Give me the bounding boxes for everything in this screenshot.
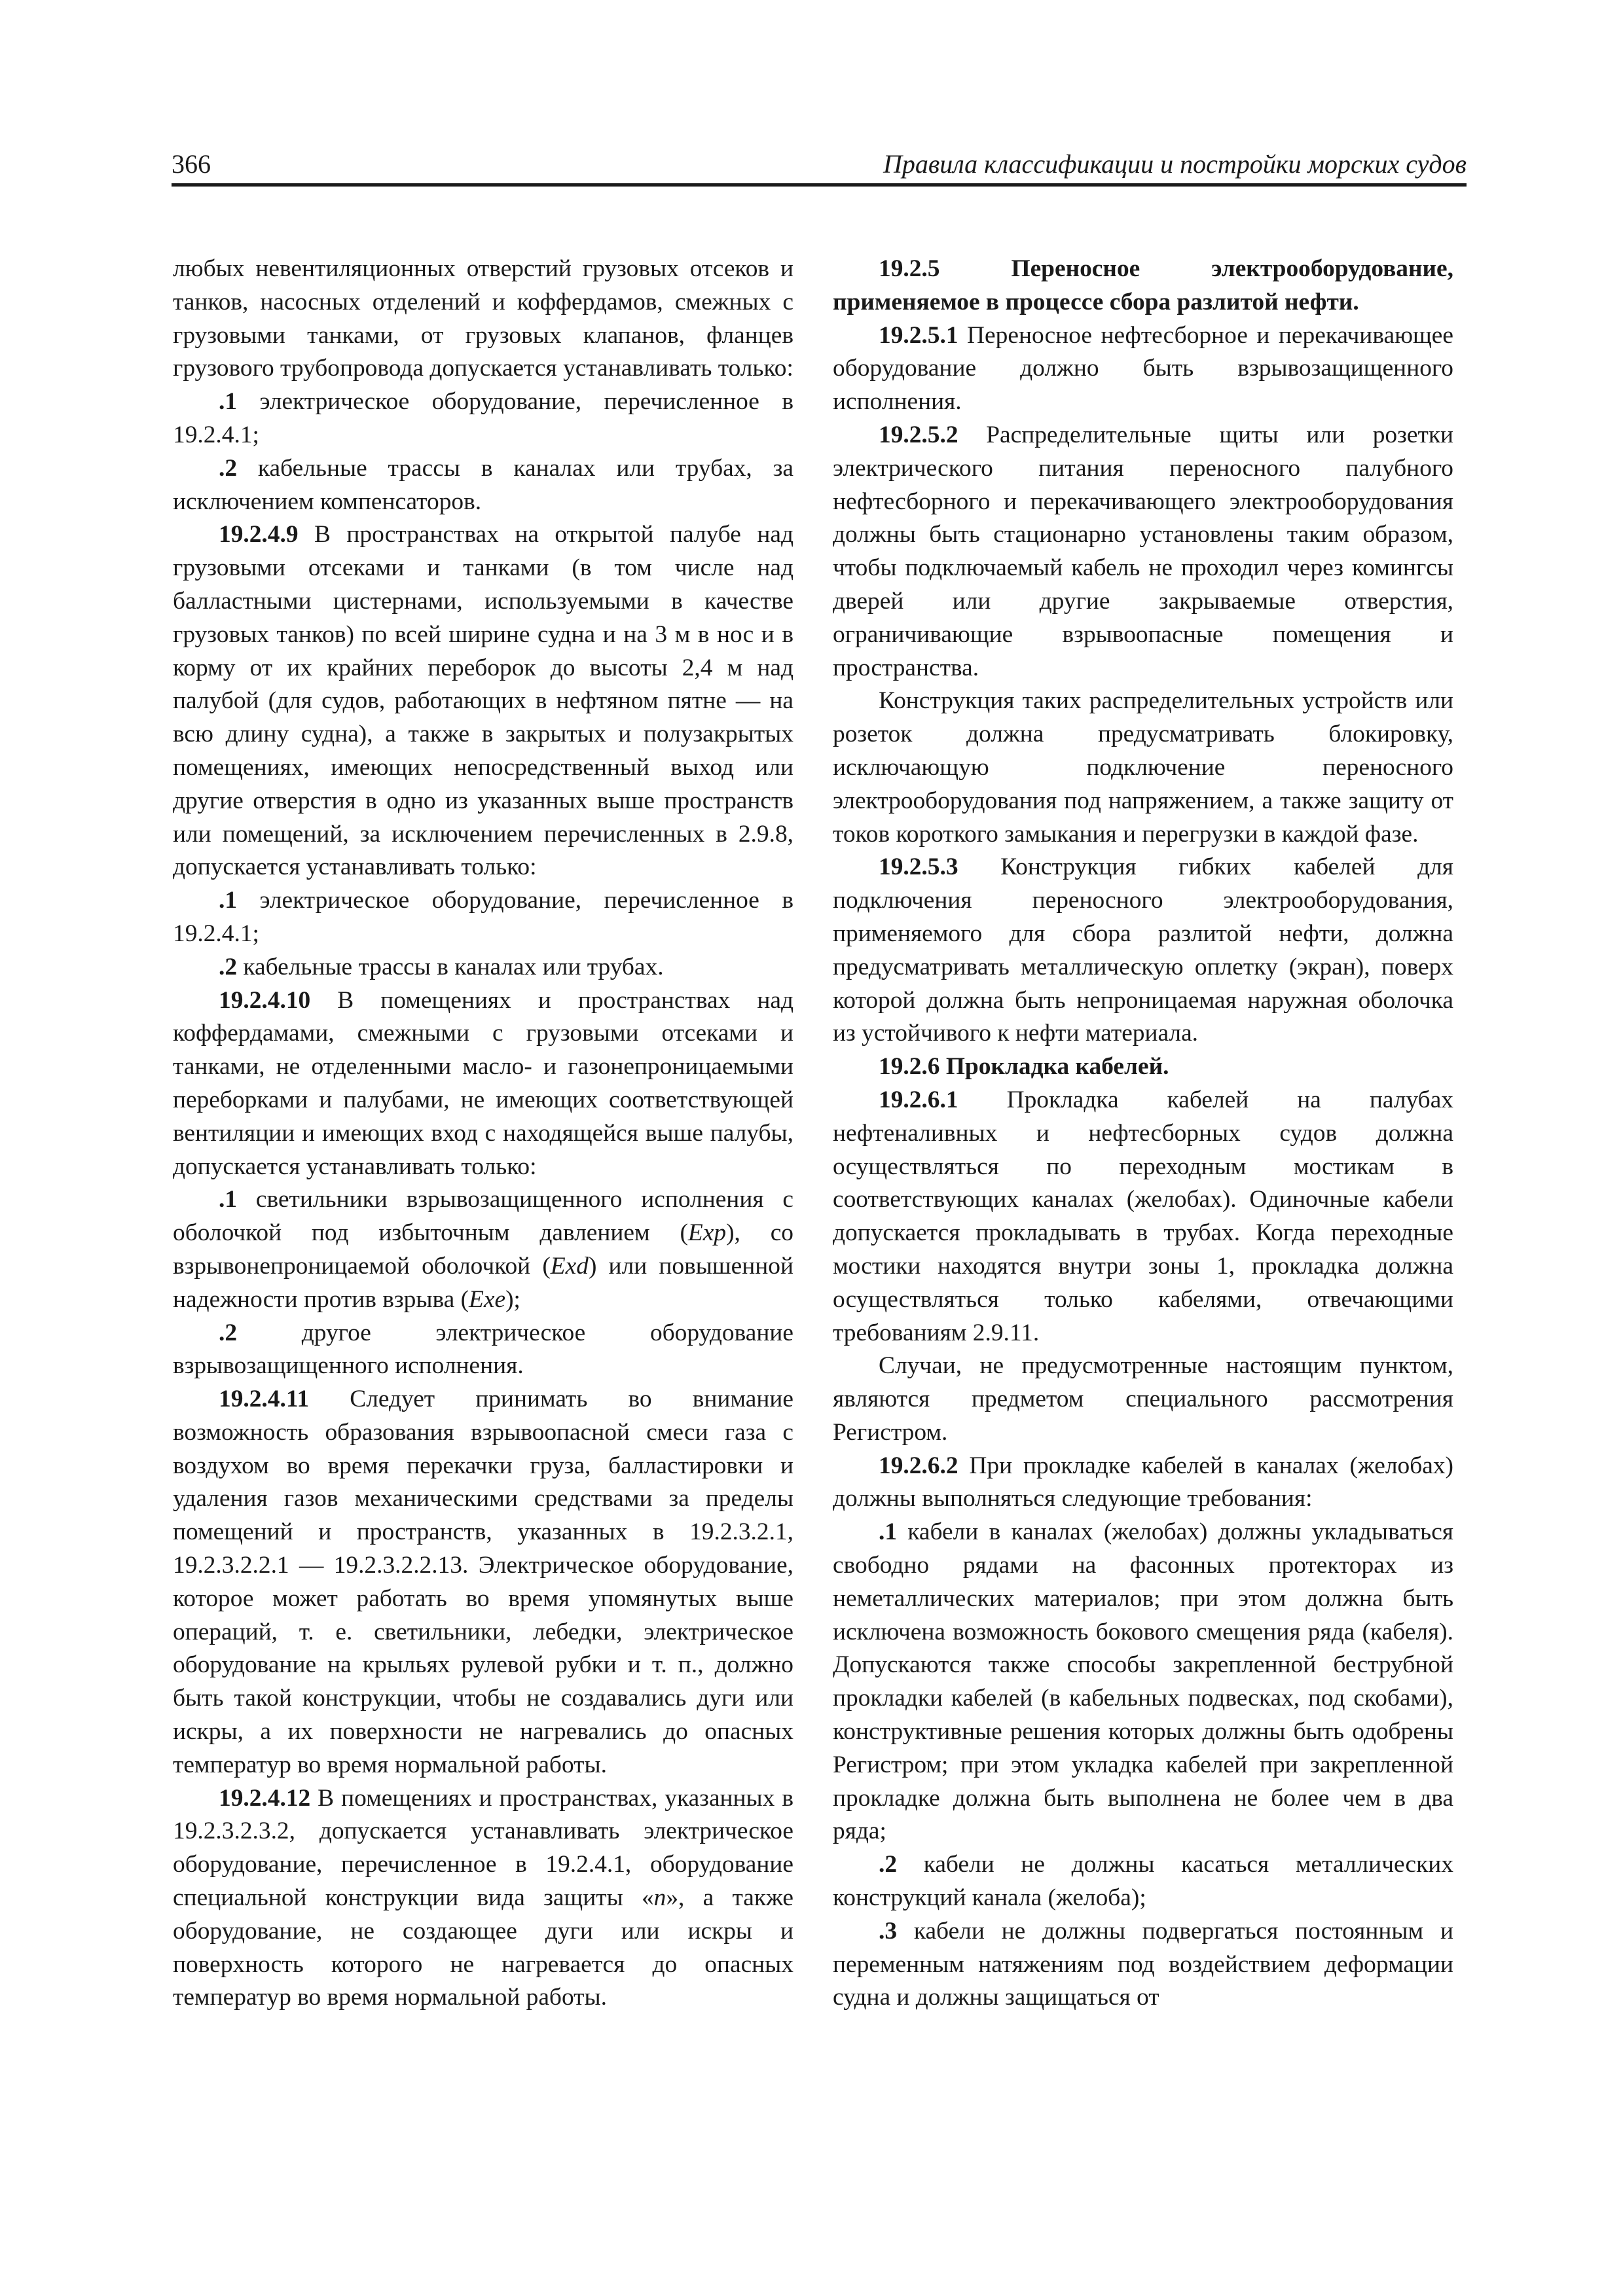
clause-19-2-5-3: 19.2.5.3 Конструкция гибких кабелей для подключения переносного электрооборудования, применяемого для сбора разлитой нефти, должна предусматривать металлическую оплетку (экран), поверх которой должна быть непроницаемая наружная оболочка из устойчивого к нефти материала. — [833, 853, 1453, 1047]
list-item: .2 кабельные трассы в каналах или трубах, за исключением компенсаторов. — [173, 454, 793, 515]
clause-19-2-6-1: 19.2.6.1 Прокладка кабелей на палубах нефтеналивных и нефтесборных судов должна осуществляться по переходным мостикам в соответствующих каналах (желобах). Одиночные кабели допускается прокладывать в трубах. Когда переходные мостики находятся внутри зоны 1, прокладка должна осуществляться только кабелями, отвечающими требованиям 2.9.11. — [833, 1086, 1453, 1346]
list-item: .1 кабели в каналах (желобах) должны укладываться свободно рядами на фасонных протекторах из неметаллических материалов; при этом должна быть исключена возможность бокового смещения ряда (кабеля). Допускаются также способы закрепленной беструбной прокладки кабелей (в кабельных подвесках, под скобами), конструктивные решения которых должны быть одобрены Регистром; при этом укладка кабелей при закрепленной прокладке должна быть выполнена не более чем в два ряда; — [833, 1518, 1453, 1845]
list-item: .2 кабельные трассы в каналах или трубах. — [219, 953, 664, 980]
clause-19-2-4-10: 19.2.4.10 В помещениях и пространствах над коффердамами, смежными с грузовыми отсеками и танками, не отделенными масло- и газонепроницаемыми переборками и палубами, не имеющих соответствующей вентиляции и имеющих вход с находящейся выше палубы, допускается устанавливать только: — [173, 986, 793, 1180]
paragraph: любых невентиляционных отверстий грузовых отсеков и танков, насосных отделений и коффердамов, смежных с грузовыми танками, от грузовых клапанов, фланцев грузового трубопровода допускается устанавливать только: — [173, 255, 793, 382]
list-item: .1 светильники взрывозащищенного исполнения с оболочкой под избыточным давлением (Exp), со взрывонепроницаемой оболочкой (Exd) или повышенной надежности против взрыва (Exe); — [173, 1186, 793, 1313]
clause-19-2-4-12: 19.2.4.12 В помещениях и пространствах, указанных в 19.2.3.2.3.2, допускается устанавливать электрическое оборудование, перечисленное в 19.2.4.1, оборудование специальной конструкции вида защиты «n», а также оборудование, не создающее дуги или искры и поверхность которого не нагревается до опасных температур во время нормальной работы. — [173, 1784, 793, 2011]
section-heading-19-2-5: 19.2.5 Переносное электрооборудование, применяемое в процессе сбора разлитой нефти. — [833, 255, 1453, 315]
clause-19-2-4-11: 19.2.4.11 Следует принимать во внимание возможность образования взрывоопасной смеси газа с воздухом во время перекачки груза, балластировки и удаления газов механическими средствами за пределы помещений и пространств, указанных в 19.2.3.2.1, 19.2.3.2.2.1 — 19.2.3.2.2.13. Электрическое оборудование, которое может работать во время упомянутых выше операций, т. е. светильники, лебедки, электрическое оборудование на крыльях рулевой рубки и т. п., должно быть такой конструкции, чтобы не создавались дуги или искры, а их поверхности не нагревались до опасных температур во время нормальной работы. — [173, 1386, 793, 1778]
page-number: 366 — [172, 149, 211, 179]
page-header — [172, 143, 1467, 187]
left-column — [173, 253, 793, 2015]
clause-19-2-6-2: 19.2.6.2 При прокладке кабелей в каналах (желобах) должны выполняться следующие требования: — [833, 1452, 1453, 1513]
list-item: .1 электрическое оборудование, перечисленное в 19.2.4.1; — [173, 887, 793, 947]
paragraph: Конструкция таких распределительных устройств или розеток должна предусматривать блокировку, исключающую подключение переносного электрооборудования под напряжением, а также защиту от токов короткого замыкания и перегрузки в каждой фазе. — [833, 687, 1453, 848]
clause-19-2-5-2: 19.2.5.2 Распределительные щиты или розетки электрического питания переносного палубного нефтесборного и перекачивающего электрооборудования должны быть стационарно установлены таким образом, чтобы подключаемый кабель не проходил через комингсы дверей или другие закрываемые отверстия, ограничивающие взрывоопасные помещения и пространства. — [833, 421, 1453, 681]
list-item: .2 кабели не должны касаться металлических конструкций канала (желоба); — [833, 1851, 1453, 1912]
running-title: Правила классификации и постройки морских судов — [883, 149, 1467, 179]
right-column — [833, 253, 1453, 2015]
list-item: .3 кабели не должны подвергаться постоянным и переменным натяжениям под воздействием деформации судна и должны защищаться от — [833, 1917, 1453, 2011]
list-item: .2 другое электрическое оборудование взрывозащищенного исполнения. — [173, 1319, 793, 1380]
list-item: .1 электрическое оборудование, перечисленное в 19.2.4.1; — [173, 388, 793, 448]
clause-19-2-5-1: 19.2.5.1 Переносное нефтесборное и перекачивающее оборудование должно быть взрывозащищенного исполнения. — [833, 321, 1453, 416]
clause-19-2-4-9: 19.2.4.9 В пространствах на открытой палубе над грузовыми отсеками и танками (в том числе над балластными цистернами, используемыми в качестве грузовых танков) по всей ширине судна и на 3 м в нос и в корму от их крайних переборок до высоты 2,4 м над палубой (для судов, работающих в нефтяном пятне — на всю длину судна), а также в закрытых и полузакрытых помещениях, имеющих непосредственный выход или другие отверстия в одно из указанных выше пространств или помещений, за исключением перечисленных в 2.9.8, допускается устанавливать только: — [173, 521, 793, 881]
section-heading-19-2-6: 19.2.6 Прокладка кабелей. — [879, 1053, 1169, 1081]
paragraph: Случаи, не предусмотренные настоящим пунктом, являются предметом специального рассмотрения Регистром. — [833, 1352, 1453, 1446]
